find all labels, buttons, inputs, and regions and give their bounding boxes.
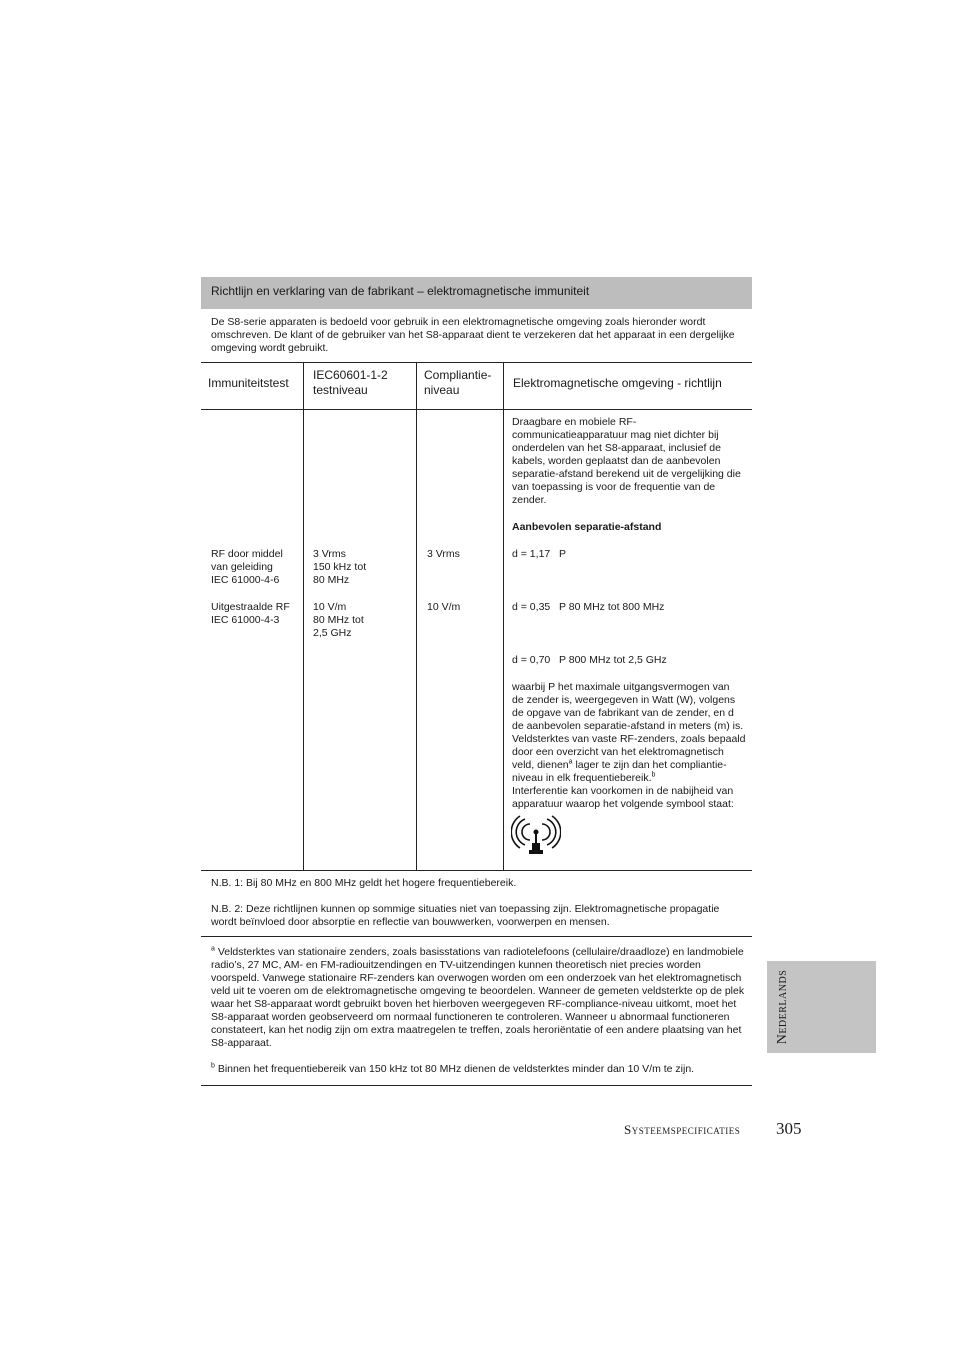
row1-formula: d = 1,17 P [512, 548, 566, 560]
col-header-test: Immuniteitstest [208, 376, 289, 390]
section-title: Systeemspecificaties [624, 1122, 741, 1137]
table-intro: De S8-serie apparaten is bedoeld voor gebruik in een elektromagnetische omgeving zoals hieronder wordt omschreven. De klant of de gebruiker van het S8-apparaat dient te verzekeren dat het apparaat in een dergelijke omgeving wordt gebruikt. [211, 316, 735, 354]
table-title-bar [201, 277, 752, 309]
side-tab-label: Nederlands [775, 969, 790, 1045]
row3-formula: d = 0,70 P 800 MHz tot 2,5 GHz [512, 654, 667, 666]
col-header-guidance: Elektromagnetische omgeving - richtlijn [513, 376, 722, 390]
row2-test: Uitgestraalde RF IEC 61000-4-3 [211, 601, 290, 626]
row2-compliance: 10 V/m [427, 601, 461, 613]
column-divider [303, 362, 304, 870]
footnote-a: $^a$ Veldsterktes van stationaire zenders, zoals basisstations van radiotelefoons (cellulaire/draadloze) en landmobiele radio’s, 27 MC, AM- en FM-radiouitzendingen en TV-uitzendingen kunnen theoretisch niet precies worden voorspeld. Vanwege stationaire RF-zenders kan overwogen worden om een onderzoek van het elektromagnetisch veld uit te voeren om de elektromagnetische omgeving te beoordelen. Wanneer de gemeten veldsterkte op de plek waar het S8-apparaat wordt gebruikt boven het hierboven weergegeven RF-compliance-niveau uitkomt, moet het S8-apparaat worden geobserveerd om normaal functioneren te controleren. Wanneer u abnormaal functioneren constateert, kan het nodig zijn om extra maatregelen te treffen, zoals heroriëntatie of een andere plaatsing van het S8-apparaat. [211, 945, 745, 1049]
table-title: Richtlijn en verklaring van de fabrikant – elektromagnetische immuniteit [211, 284, 590, 298]
divider [201, 409, 752, 410]
col-header-testlevel: IEC60601-1-2 testniveau [313, 368, 388, 397]
language-side-tab [767, 961, 876, 1053]
row1-level: 3 Vrms 150 kHz tot 80 MHz [313, 548, 367, 586]
note-1: N.B. 1: Bij 80 MHz en 800 MHz geldt het hogere frequentiebereik. [211, 877, 517, 889]
recommended-heading: Aanbevolen separatie-afstand [512, 521, 662, 533]
column-divider [503, 362, 504, 870]
row1-test: RF door middel van geleiding IEC 61000-4-6 [211, 548, 283, 586]
non-ionizing-radiation-icon [511, 815, 561, 861]
guidance-end: waarbij P het maximale uitgangsvermogen van de zender is, weergegeven in Watt (W), volgens de opgave van de fabrikant van de zender, en d de aanbevolen separatie-afstand in meters (m) is. Veldsterktes van vaste RF-zenders, zoals bepaald door een overzicht van het elektromagnetisch veld, dienen$^a$ lager te zijn dan het compliantie- niveau in elk frequentiebereik.$^b$ Interferentie kan voorkomen in de nabijheid van apparatuur waarop het volgende symbool staat: [512, 681, 746, 810]
divider [201, 870, 752, 871]
divider [201, 936, 752, 937]
footnote-b: $^b$ Binnen het frequentiebereik van 150 kHz tot 80 MHz dienen de veldsterktes minder dan 10 V/m te zijn. [211, 1062, 695, 1075]
guidance-intro: Draagbare en mobiele RF- communicatieapparatuur mag niet dichter bij onderdelen van het S8-apparaat, inclusief de kabels, worden geplaatst dan de aanbevolen separatie-afstand berekend uit de vergelijking die van toepassing is voor de frequentie van de zender. [512, 416, 741, 506]
row1-compliance: 3 Vrms [427, 548, 460, 560]
divider [201, 362, 752, 363]
row2-formula: d = 0,35 P 80 MHz tot 800 MHz [512, 601, 665, 613]
row2-level: 10 V/m 80 MHz tot 2,5 GHz [313, 601, 364, 639]
page-number: 305 [776, 1119, 802, 1138]
note-2: N.B. 2: Deze richtlijnen kunnen op sommige situaties niet van toepassing zijn. Elektromagnetische propagatie wordt beïnvloed door absorptie en reflectie van bouwwerken, voorwerpen en mensen. [211, 903, 720, 928]
divider [201, 1085, 752, 1086]
col-header-compliance: Compliantie- niveau [424, 368, 492, 397]
column-divider [416, 362, 417, 870]
